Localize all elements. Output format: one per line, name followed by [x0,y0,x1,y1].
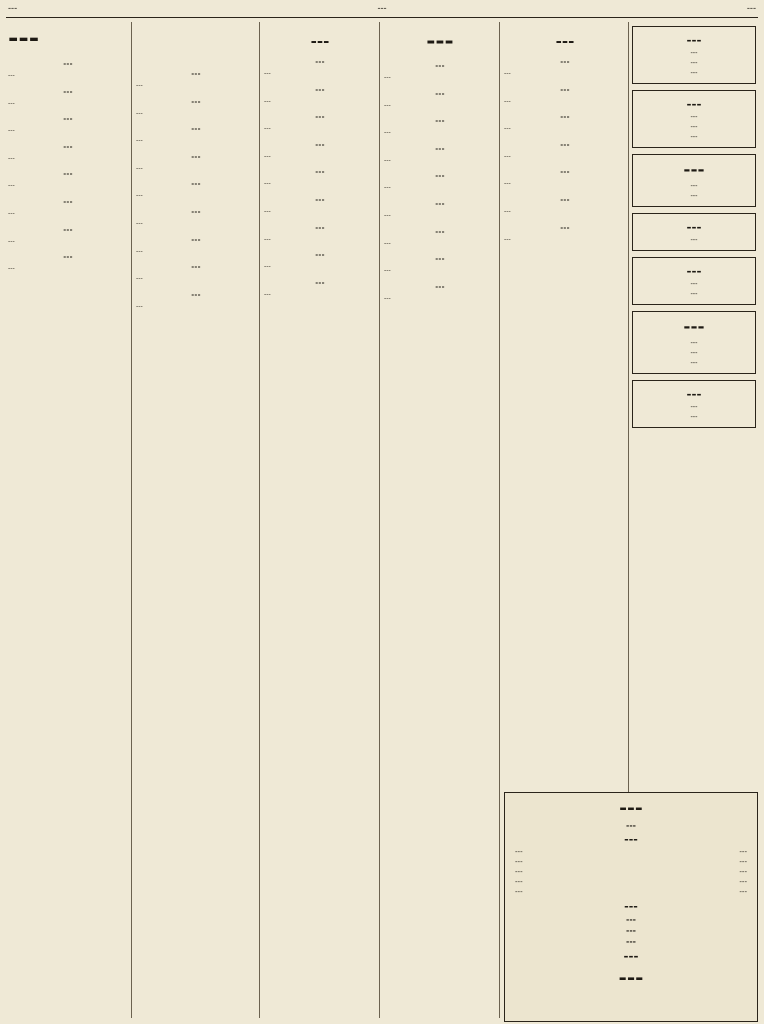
article-text: --- [384,210,391,219]
article-headline: --- [315,57,325,66]
column-1 [8,22,128,1018]
article-text: --- [384,266,391,275]
advert-line: --- [690,403,698,411]
masthead-rule [6,17,758,18]
masthead-center: --- [377,4,387,14]
article-text: --- [384,293,391,302]
column-4 [384,22,496,1018]
price-row [515,887,747,897]
advert-line: --- [690,236,698,244]
article-headline: --- [315,167,325,177]
column-2 [136,62,256,1018]
masthead [8,2,756,16]
article-headline: --- [191,96,201,106]
column-5 [504,22,626,788]
article-headline: --- [560,167,570,177]
article-headline: --- [435,254,445,264]
article-text: --- [384,155,391,164]
advert-line: --- [690,192,698,200]
advert-line: --- [690,280,698,288]
article-headline: --- [191,289,201,299]
column-1-articles [8,59,128,273]
column-4-articles [384,61,496,302]
column-divider [499,22,500,1018]
advert-line: --- [690,290,698,298]
masthead-left: --- [8,4,18,14]
article-text: --- [264,206,271,215]
advert-title: --- [683,317,705,337]
price-value: --- [739,887,747,896]
article-headline: --- [63,86,73,96]
advert-line: --- [626,925,636,935]
advert-line: --- [690,123,698,131]
article-text: --- [264,234,271,243]
advert-line: --- [690,133,698,141]
article-headline: --- [63,224,73,234]
article-text: --- [504,234,511,243]
article-headline: --- [315,250,325,260]
section-title: --- [426,28,454,54]
advert-line: --- [690,413,698,421]
article-headline: --- [560,84,570,94]
article-headline: --- [191,179,201,189]
article-headline: --- [315,194,325,204]
article-text: --- [264,96,271,105]
article-text: --- [504,206,511,215]
article-headline: --- [191,206,201,216]
advert [632,154,756,207]
article-text: --- [264,124,271,133]
column-2-articles [136,69,256,310]
price-row [515,847,747,857]
article-headline: --- [191,124,201,134]
article-headline: --- [560,222,570,232]
article-text: --- [136,136,143,145]
article-text: --- [8,208,15,217]
advert [632,90,756,148]
article-headline: --- [435,61,445,70]
article-headline: --- [435,198,445,208]
article-text: --- [8,236,15,245]
advert-section: --- [624,900,638,913]
article-headline: --- [435,281,445,291]
advert-line: --- [690,359,698,367]
advert-line: --- [690,182,698,190]
article-headline: --- [560,139,570,149]
article-headline: --- [315,222,325,232]
price-rows [515,847,747,897]
article-text: --- [8,71,15,79]
advert [632,311,756,374]
advert-title: --- [686,264,702,278]
article-headline: --- [315,139,325,149]
article-text: --- [136,81,143,89]
article-text: --- [504,124,511,133]
article-text: --- [136,108,143,117]
advert-section: --- [624,833,638,846]
advert-title: --- [686,220,702,234]
section-title: --- [310,32,330,50]
article-headline: --- [315,277,325,287]
advert-line: --- [690,349,698,357]
article-headline: --- [315,84,325,94]
price-value: --- [739,877,747,886]
article-text: --- [136,163,143,172]
article-text: --- [264,69,271,77]
advert [632,213,756,251]
article-text: --- [136,246,143,255]
advert-brand: --- [618,965,644,989]
article-headline: --- [435,226,445,236]
advert-line: --- [690,49,698,57]
advert [632,26,756,84]
article-text: --- [504,69,511,77]
price-label: --- [515,887,523,896]
article-headline: --- [63,252,73,262]
advert-line: --- [690,69,698,77]
price-label: --- [515,847,523,856]
advert-line: --- [690,59,698,67]
advert [632,380,756,428]
article-text: --- [8,98,15,107]
article-text: --- [264,262,271,271]
advert-title: --- [686,387,702,401]
article-text: --- [384,128,391,137]
article-text: --- [8,153,15,162]
article-headline: --- [315,112,325,122]
advert-title: --- [683,160,705,180]
price-value: --- [739,857,747,866]
advert-line: --- [626,936,636,946]
article-headline: --- [560,57,570,66]
article-text: --- [504,96,511,105]
main-headline: --- [8,23,40,52]
price-row [515,877,747,887]
article-headline: --- [435,88,445,98]
article-text: --- [136,274,143,283]
price-label: --- [515,857,523,866]
price-label: --- [515,877,523,886]
advert-line: --- [690,113,698,121]
article-headline: --- [191,262,201,272]
article-text: --- [504,179,511,188]
advert-footer: --- [623,949,639,963]
article-text: --- [264,289,271,298]
column-divider [131,22,132,1018]
masthead-right: --- [746,4,756,14]
article-headline: --- [191,69,201,78]
article-text: --- [384,183,391,192]
column-divider [259,22,260,1018]
article-headline: --- [435,143,445,153]
article-headline: --- [560,112,570,122]
article-text: --- [8,126,15,135]
price-value: --- [739,867,747,876]
article-text: --- [384,100,391,109]
article-headline: --- [63,169,73,179]
price-value: --- [739,847,747,856]
advert-title: --- [686,33,702,47]
article-text: --- [136,301,143,310]
article-headline: --- [435,116,445,126]
column-divider [379,22,380,1018]
advert-title: --- [686,97,702,111]
article-headline: --- [63,59,73,68]
article-headline: --- [191,151,201,161]
article-headline: --- [63,196,73,206]
section-title: --- [555,32,575,50]
column-6-advertisements [632,22,756,788]
article-text: --- [136,191,143,200]
price-label: --- [515,867,523,876]
price-row [515,857,747,867]
article-text: --- [504,151,511,160]
article-text: --- [136,218,143,227]
column-3 [264,22,376,1018]
advert-list [632,26,756,428]
article-text: --- [384,73,391,81]
cazadores-advert [504,792,758,1022]
advert-line: --- [626,914,636,924]
advert-title: --- [619,797,643,819]
article-headline: --- [63,141,73,151]
article-text: --- [264,151,271,160]
column-3-articles [264,57,376,298]
article-text: --- [384,238,391,247]
article-headline: --- [63,114,73,124]
article-headline: --- [560,194,570,204]
article-text: --- [8,264,15,273]
article-headline: --- [191,234,201,244]
article-text: --- [264,179,271,188]
advert-line: --- [690,339,698,347]
price-row [515,867,747,877]
article-headline: --- [435,171,445,181]
article-text: --- [8,181,15,190]
advert-line: --- [626,820,636,830]
column-5-articles [504,57,626,243]
advert [632,257,756,305]
